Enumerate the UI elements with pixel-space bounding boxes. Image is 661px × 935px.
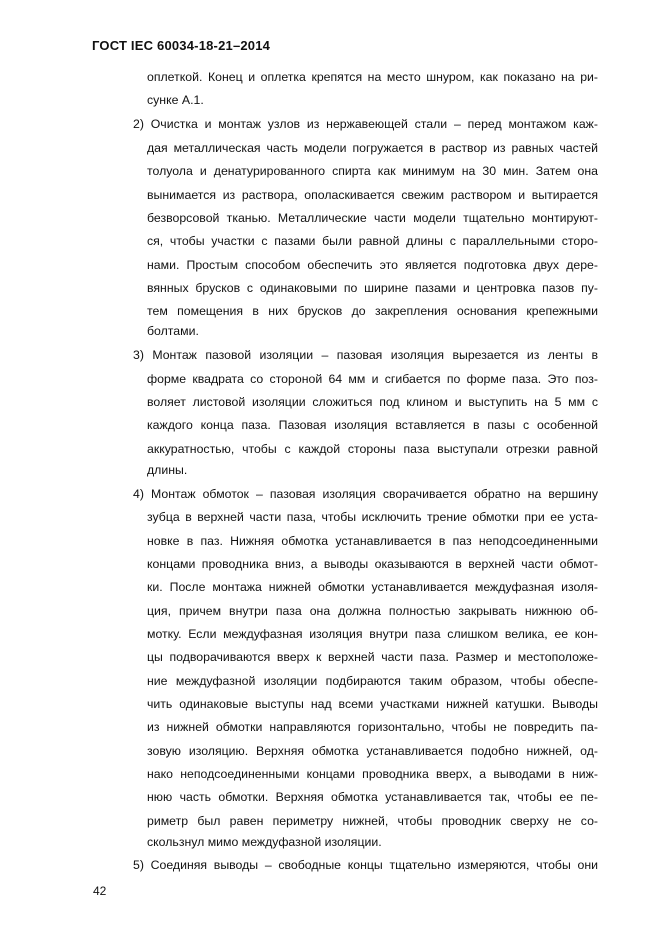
text-line: болтами. bbox=[147, 324, 199, 338]
text-line: длины. bbox=[147, 463, 188, 477]
text-line: сунке А.1. bbox=[147, 93, 204, 107]
text-line: нами. Простым способом обеспечить это является подготовка двух дере- bbox=[147, 258, 598, 272]
page-number: 42 bbox=[93, 884, 107, 898]
text-line: нюю часть обмотки. Верхняя обмотка устанавливается так, чтобы ее пе- bbox=[147, 790, 598, 804]
text-line: воляет листовой изоляции сложиться под клином и выступить на 5 мм с bbox=[147, 395, 598, 409]
text-line: ся, чтобы участки с пазами были равной длины с параллельными сторо- bbox=[147, 234, 598, 248]
text-line: зубца в верхней части паза, чтобы исключить трение обмотки при ее уста- bbox=[147, 510, 598, 524]
document-header: ГОСТ IEC 60034-18-21–2014 bbox=[92, 38, 271, 53]
text-line: риметр был равен периметру нижней, чтобы проводник сверху не со- bbox=[147, 814, 598, 828]
text-line: мотку. Если междуфазная изоляция внутри паза слишком велика, ее кон- bbox=[147, 627, 598, 641]
text-line: форме квадрата со стороной 64 мм и сгибается по форме паза. Это поз- bbox=[147, 372, 598, 386]
text-line: цы подворачиваются вверх к верхней части паза. Размер и местоположе- bbox=[147, 650, 598, 664]
text-line: 2) Очистка и монтаж узлов из нержавеющей стали – перед монтажом каж- bbox=[133, 117, 598, 131]
text-line: концами проводника вниз, а выводы оказываются в верхней части обмот- bbox=[147, 557, 598, 571]
text-line: нако неподсоединенными концами проводника вверх, а выводами в ниж- bbox=[147, 767, 598, 781]
text-line: вынимается из раствора, ополаскивается свежим раствором и вытирается bbox=[147, 188, 598, 202]
text-line: ция, причем внутри паза она должна полностью закрывать нижнюю об- bbox=[147, 604, 598, 618]
text-line: ние междуфазной изоляции подбираются таким образом, чтобы обеспе- bbox=[147, 674, 598, 688]
text-line: чить одинаковые выступы над всеми участками нижней катушки. Выводы bbox=[147, 697, 598, 711]
text-line: дая металлическая часть модели погружается в раствор из равных частей bbox=[147, 141, 598, 155]
text-line: 5) Соединяя выводы – свободные концы тщательно измеряются, чтобы они bbox=[133, 858, 598, 872]
text-line: толуола и денатурированного спирта как минимум на 30 мин. Затем она bbox=[147, 164, 598, 178]
text-line: безворсовой тканью. Металлические части модели тщательно монтируют- bbox=[147, 211, 598, 225]
text-line: новке в паз. Нижняя обмотка устанавливается в паз неподсоединенными bbox=[147, 534, 598, 548]
text-line: зовую изоляцию. Верхняя обмотка устанавливается подобно нижней, од- bbox=[147, 744, 598, 758]
text-line: ки. После монтажа нижней обмотки устанавливается междуфазная изоля- bbox=[147, 580, 598, 594]
text-line: из нижней обмотки направляются горизонтально, чтобы не повредить па- bbox=[147, 720, 598, 734]
text-line: тем помещения в них брусков до закрепления основания крепежными bbox=[147, 304, 598, 318]
text-line: 3) Монтаж пазовой изоляции – пазовая изоляция вырезается из ленты в bbox=[133, 348, 598, 362]
text-line: каждого конца паза. Пазовая изоляция вставляется в пазы с особенной bbox=[147, 418, 598, 432]
text-line: аккуратностью, чтобы с каждой стороны паза выступали отрезки равной bbox=[147, 442, 598, 456]
text-line: оплеткой. Конец и оплетка крепятся на место шнуром, как показано на ри- bbox=[147, 70, 598, 84]
text-line: 4) Монтаж обмоток – пазовая изоляция сворачивается обратно на вершину bbox=[133, 487, 598, 501]
text-line: вянных брусков с одинаковыми по ширине пазами и центровка пазов пу- bbox=[147, 281, 598, 295]
text-line: скользнул мимо междуфазной изоляции. bbox=[147, 835, 382, 849]
